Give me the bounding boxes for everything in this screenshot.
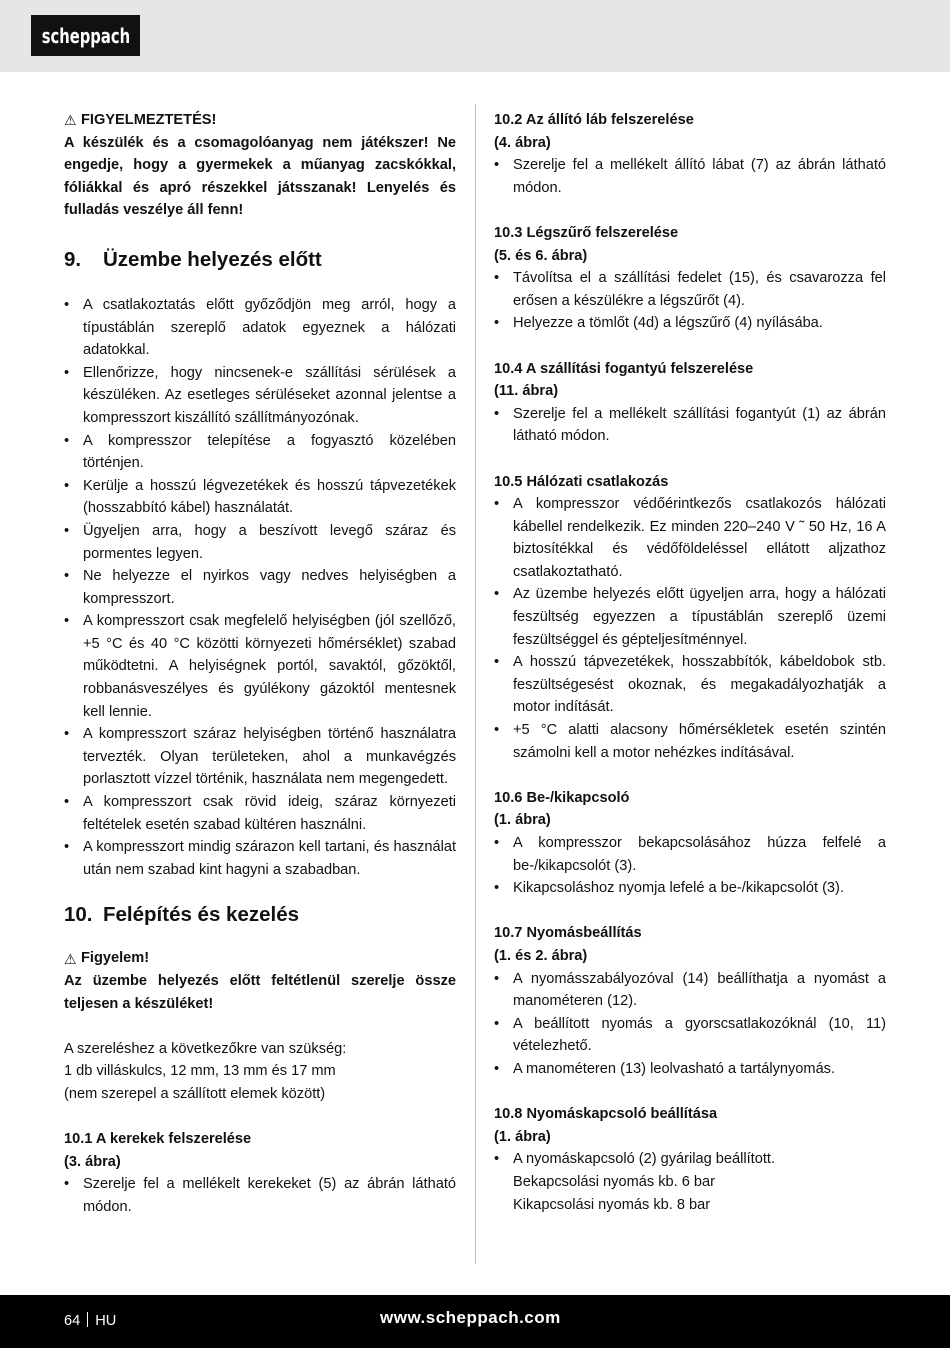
subsection-10-7-title: 10.7 Nyomásbeállítás — [494, 925, 642, 942]
subsection-10-6-title: 10.6 Be-/kikapcsoló — [494, 789, 630, 806]
list-item: • Az üzembe helyezés előtt ügyeljen arra, hogy a hálózati feszültség egyezzen a típustáblán szereplő üzemi feszültséggel és gépteljesítménnyel. — [494, 586, 886, 648]
brand-logo-text: scheppach — [41, 23, 130, 48]
subsection-10-8-ref: (1. ábra) — [494, 1128, 551, 1145]
subsection-10-6-ref: (1. ábra) — [494, 812, 551, 829]
section-10-number: 10. — [64, 903, 93, 927]
list-item: • A kompresszor telepítése a fogyasztó közelében történjen. — [64, 432, 456, 472]
list-item: • Kikapcsoláshoz nyomja lefelé a be-/kikapcsolót (3). — [494, 880, 844, 897]
list-item: • Szerelje fel a mellékelt kerekeket (5) az ábrán látható módon. — [64, 1176, 456, 1215]
list-item: • Szerelje fel a mellékelt állító lábat (7) az ábrán látható módon. — [494, 157, 886, 196]
subsection-10-2-list — [494, 154, 886, 199]
website-url: www.scheppach.com — [380, 1308, 561, 1327]
list-item: • A csatlakoztatás előtt győződjön meg arról, hogy a típustáblán szereplő adatok egyeznek a hálózati adatokkal. — [64, 296, 456, 359]
list-item: • Ügyeljen arra, hogy a beszívott levegő száraz és pormentes legyen. — [64, 522, 456, 562]
subsection-10-1-ref: (3. ábra) — [64, 1153, 121, 1170]
page-language: HU — [95, 1313, 117, 1329]
subsection-10-3-title: 10.3 Légszűrő felszerelése — [494, 224, 679, 241]
warning-triangle-icon: ⚠ — [64, 950, 77, 967]
list-item: • A kompresszor védőérintkezős csatlakozós hálózati kábellel rendelkezik. Ez minden 220–240 V ˜ 50 Hz, 16 A biztosítékkal és védőföldeléssel ellátott aljzathoz csatlakoztatható. — [494, 496, 886, 580]
subsection-10-8-list — [494, 1148, 886, 1171]
subsection-10-8-title: 10.8 Nyomáskapcsoló beállítása — [494, 1106, 718, 1123]
subsection-10-3-list — [494, 267, 886, 335]
subsection-10-1-list — [64, 1173, 456, 1218]
section-10-heading — [64, 901, 456, 929]
page-info — [64, 1311, 116, 1331]
subsection-10-4-title: 10.4 A szállítási fogantyú felszerelése — [494, 360, 754, 377]
attention-text: Az üzembe helyezés előtt feltétlenül szerelje össze teljesen a készüléket! — [64, 973, 456, 1012]
right-column — [494, 109, 886, 1216]
tools-line: A szereléshez a következőkre van szükség: — [64, 1040, 347, 1057]
list-item: • A hosszú tápvezetékek, hosszabbítók, kábeldobok stb. feszültségesést okoznak, és megakadályozhatják a motor indítását. — [494, 654, 886, 716]
subsection-10-5-list — [494, 493, 886, 764]
subsection-10-5-title: 10.5 Hálózati csatlakozás — [494, 473, 669, 490]
warning-text: A készülék és a csomagolóanyag nem játékszer! Ne engedje, hogy a gyermekek a műanyag zacskókkal, fóliákkal és apró részekkel játsszanak! Lenyelés és fulladás veszélye áll fenn! — [64, 134, 456, 219]
list-item: • A kompresszort száraz helyiségben történő használatra tervezték. Olyan területeken, ahol a munkavégzés porlasztott vízzel történik, használata nem megengedett. — [64, 726, 456, 788]
header-band — [0, 0, 950, 72]
pressure-off-line: Kikapcsolási nyomás kb. 8 bar — [513, 1196, 711, 1213]
footer-band — [0, 1295, 950, 1348]
list-item: • A nyomáskapcsoló (2) gyárilag beállított. — [494, 1151, 776, 1168]
list-item: • A kompresszort mindig szárazon kell tartani, és használat után nem szabad kint hagyni a szabadban. — [64, 839, 456, 878]
brand-logo — [31, 15, 140, 56]
list-item: • +5 °C alatti alacsony hőmérsékletek esetén szintén számolni kell a motor nehézkes indításával. — [494, 722, 886, 761]
warning-heading — [64, 109, 456, 132]
list-item: • A manométeren (13) leolvasható a tartálynyomás. — [494, 1060, 836, 1077]
subsection-10-3-ref: (5. és 6. ábra) — [494, 247, 588, 264]
subsection-10-7-list — [494, 968, 886, 1081]
column-divider — [475, 104, 476, 1264]
warning-title: FIGYELMEZTETÉS! — [81, 112, 217, 128]
tools-line: (nem szerepel a szállított elemek között) — [64, 1085, 326, 1102]
subsection-10-2-ref: (4. ábra) — [494, 134, 551, 151]
subsection-10-4-list — [494, 403, 886, 448]
tools-line: 1 db villáskulcs, 12 mm, 13 mm és 17 mm — [64, 1063, 336, 1080]
list-item: • A kompresszort csak megfelelő helyiségben (jól szellőző, +5 °C és 40 °C közötti környezeti hőmérséklet) szabad működtetni. A helyiségnek portól, savaktól, gőzöktől, robbanásveszélyes és gyúlékony gázoktól mentesnek kell lennie. — [64, 613, 456, 720]
attention-heading — [64, 947, 456, 970]
section-9-number: 9. — [64, 247, 82, 271]
subsection-10-2-title: 10.2 Az állító láb felszerelése — [494, 112, 694, 128]
pressure-on-line: Bekapcsolási nyomás kb. 6 bar — [513, 1173, 715, 1190]
subsection-10-4-ref: (11. ábra) — [494, 383, 559, 400]
list-item: • Szerelje fel a mellékelt szállítási fogantyút (1) az ábrán látható módon. — [494, 405, 886, 445]
subsection-10-1-title: 10.1 A kerekek felszerelése — [64, 1131, 252, 1148]
list-item: • A beállított nyomás a gyorscsatlakozóknál (10, 11) vételezhető. — [494, 1015, 886, 1055]
section-9-list — [64, 294, 456, 881]
page-number: 64 — [64, 1313, 81, 1329]
warning-triangle-icon: ⚠ — [64, 112, 77, 129]
left-column — [64, 109, 456, 1219]
section-9-heading — [64, 246, 456, 274]
page-separator — [87, 1312, 88, 1327]
list-item: • Ellenőrizze, hogy nincsenek-e szállítási sérülések a készüléken. Az esetleges sérüléseket azonnal jelentse a kompresszort kiszállító szállítmányozónak. — [64, 364, 456, 426]
subsection-10-6-list — [494, 832, 886, 900]
list-item: • Ne helyezze el nyirkos vagy nedves helyiségben a kompresszort. — [64, 568, 456, 607]
list-item: • A nyomásszabályozóval (14) beállíthatja a nyomást a manométeren (12). — [494, 970, 886, 1010]
list-item: • Távolítsa el a szállítási fedelet (15), és csavarozza fel erősen a készülékre a légszűrőt (4). — [494, 270, 886, 309]
list-item: • A kompresszort csak rövid ideig, száraz környezeti feltételek esetén szabad kültéren használni. — [64, 794, 456, 833]
section-9-title: Üzembe helyezés előtt — [103, 247, 322, 271]
section-10-title: Felépítés és kezelés — [103, 903, 300, 927]
list-item: • Kerülje a hosszú légvezetékek és hosszú tápvezetékek (hosszabbító kábel) használatát. — [64, 477, 456, 517]
subsection-10-7-ref: (1. és 2. ábra) — [494, 947, 588, 964]
list-item: • A kompresszor bekapcsolásához húzza felfelé a be-/kikapcsolót (3). — [494, 835, 886, 874]
attention-title: Figyelem! — [81, 950, 150, 967]
list-item: • Helyezze a tömlőt (4d) a légszűrő (4) nyílásába. — [494, 315, 823, 332]
